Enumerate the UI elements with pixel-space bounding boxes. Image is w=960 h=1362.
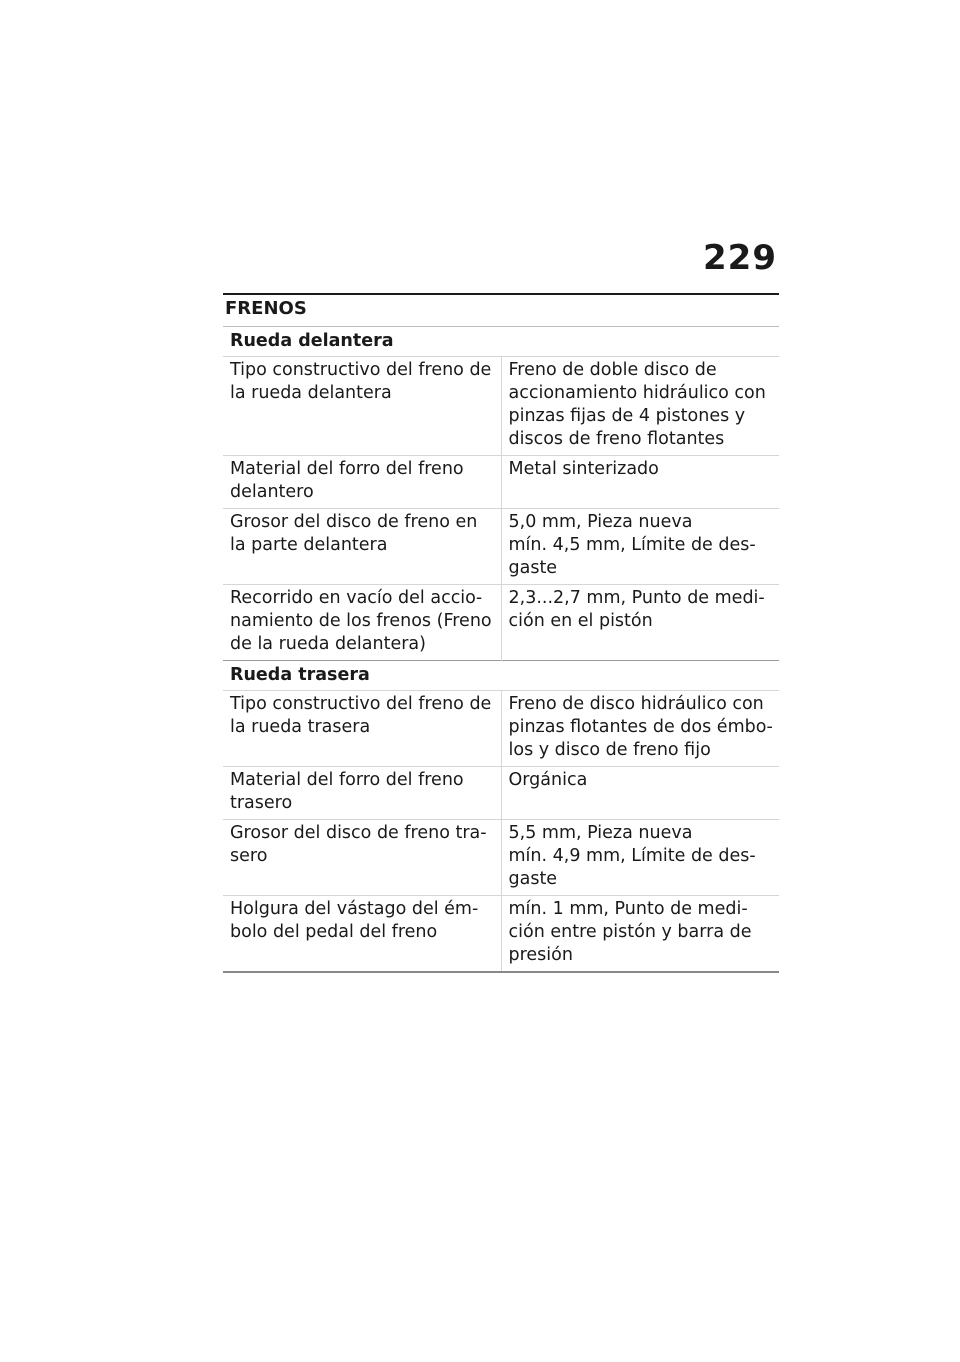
spec-value-line: Orgánica [508,770,588,790]
spec-value-line: mín. 4,9 mm, Límite de desgaste [508,846,756,889]
group-title: Rueda trasera [223,661,779,691]
table-row [223,585,779,661]
spec-value [501,691,779,767]
spec-label: Grosor del disco de freno en la parte delantera [223,509,501,585]
brakes-section [223,293,779,973]
table-row [223,896,779,973]
spec-value-line: Metal sinterizado [508,459,659,479]
spec-value-line: 5,0 mm, Pieza nueva [508,512,693,532]
spec-value [501,585,779,661]
spec-value-line: mín. 1 mm, Punto de medición entre pistón y barra de presión [508,899,752,965]
spec-value-line: 2,3...2,7 mm, Punto de medición en el pistón [508,588,765,631]
spec-value-line: Freno de disco hidráulico con pinzas flotantes de dos émbolos y disco de freno fijo [508,694,773,760]
spec-label: Recorrido en vacío del accionamiento de los frenos (Freno de la rueda delantera) [223,585,501,661]
spec-label: Material del forro del freno trasero [223,767,501,820]
table-row [223,691,779,767]
spec-value [501,896,779,973]
group-title: Rueda delantera [223,327,779,357]
spec-label: Tipo constructivo del freno de la rueda delantera [223,357,501,456]
group-header-rear-wheel [223,661,779,691]
table-row [223,767,779,820]
spec-value [501,509,779,585]
spec-label: Material del forro del freno delantero [223,456,501,509]
spec-label: Tipo constructivo del freno de la rueda trasera [223,691,501,767]
spec-value-line: mín. 4,5 mm, Límite de desgaste [508,535,756,578]
spec-label: Grosor del disco de freno trasero [223,820,501,896]
spec-value [501,357,779,456]
spec-label: Holgura del vástago del émbolo del pedal del freno [223,896,501,973]
table-row [223,509,779,585]
brakes-spec-table [223,326,779,973]
spec-value-line: Freno de doble disco de accionamiento hidráulico con pinzas fijas de 4 pistones y discos de freno flotantes [508,360,766,449]
page-number: 229 [703,238,777,278]
spec-value-line: 5,5 mm, Pieza nueva [508,823,693,843]
table-row [223,357,779,456]
table-row [223,820,779,896]
section-title: FRENOS [225,298,307,319]
spec-value [501,767,779,820]
group-header-front-wheel [223,327,779,357]
table-row [223,456,779,509]
spec-value [501,456,779,509]
spec-value [501,820,779,896]
